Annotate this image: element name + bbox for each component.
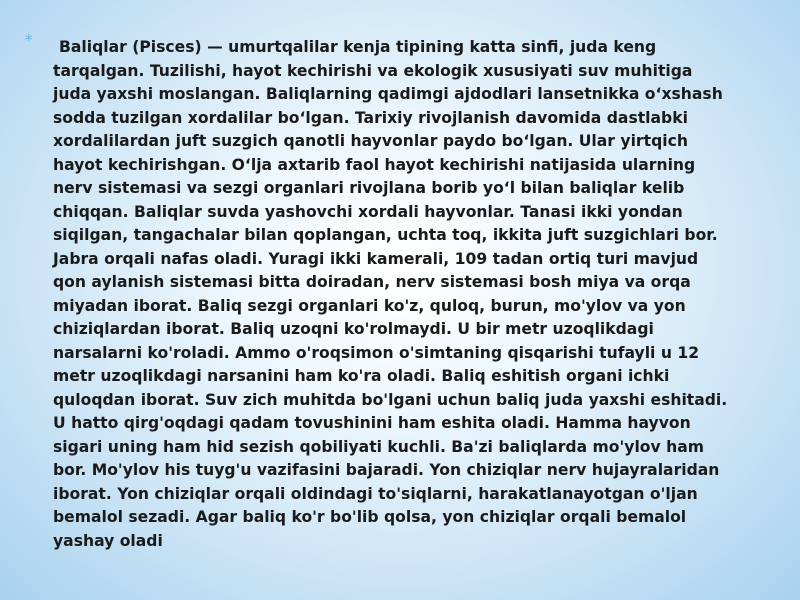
body-paragraph: Baliqlar (Pisces) — umurtqalilar kenja tipining katta sinfi, juda keng tarqalgan. Tuzilishi, hayot kechirishi va ekologik xususiyati suv muhitiga juda yaxshi moslangan. Baliqlarning qadimgi ajdodlari lansetnikka oʻxshash sodda tuzilgan xordalilar boʻlgan. Tarixiy rivojlanish davomida dastlabki xordalilardan juft suzgich qanotli hayvonlar paydo boʻlgan. Ular yirtqich hayot kechirishgan. Oʻlja axtarib faol hayot kechirishi natijasida ularning nerv sistemasi va sezgi organlari rivojlana borib yoʻl bilan baliqlar kelib chiqqan. Baliqlar suvda yashovchi xordali hayvonlar. Tanasi ikki yondan siqilgan, tangachalar bilan qoplangan, uchta toq, ikkita juft suzgichlari bor. Jabra orqali nafas oladi. Yuragi ikki kamerali, 109 tadan ortiq turi mavjud qon aylanish sistemasi bitta doiradan, nerv sistemasi bosh miya va orqa miyadan iborat. Baliq sezgi organlari ko'z, quloq, burun, mo'ylov va yon chiziqlardan iborat. Baliq uzoqni ko'rolmaydi. U bir metr uzoqlikdagi narsalarni ko'roladi. Ammo o'roqsimon o'simtaning qisqarishi tufayli u 12 metr uzoqlikdagi narsanini ham ko'ra oladi. Baliq eshitish organi ichki quloqdan iborat. Suv zich muhitda bo'lgani uchun baliq juda yaxshi eshitadi. U hatto qirg'oqdagi qadam tovushinini ham eshita oladi. Hamma hayvon sigari uning ham hid sezish qobiliyati kuchli. Ba'zi baliqlarda mo'ylov ham bor. Mo'ylov his tuyg'u vazifasini bajaradi. Yon chiziqlar nerv hujayralaridan iborat. Yon chiziqlar orqali oldindagi to'siqlarni, harakatlanayotgan o'ljan bemalol sezadi. Agar baliq ko'r bo'lib qolsa, yon chiziqlar orqali bemalol yashay oladi [53,38,728,550]
bullet-marker: * [25,31,33,49]
